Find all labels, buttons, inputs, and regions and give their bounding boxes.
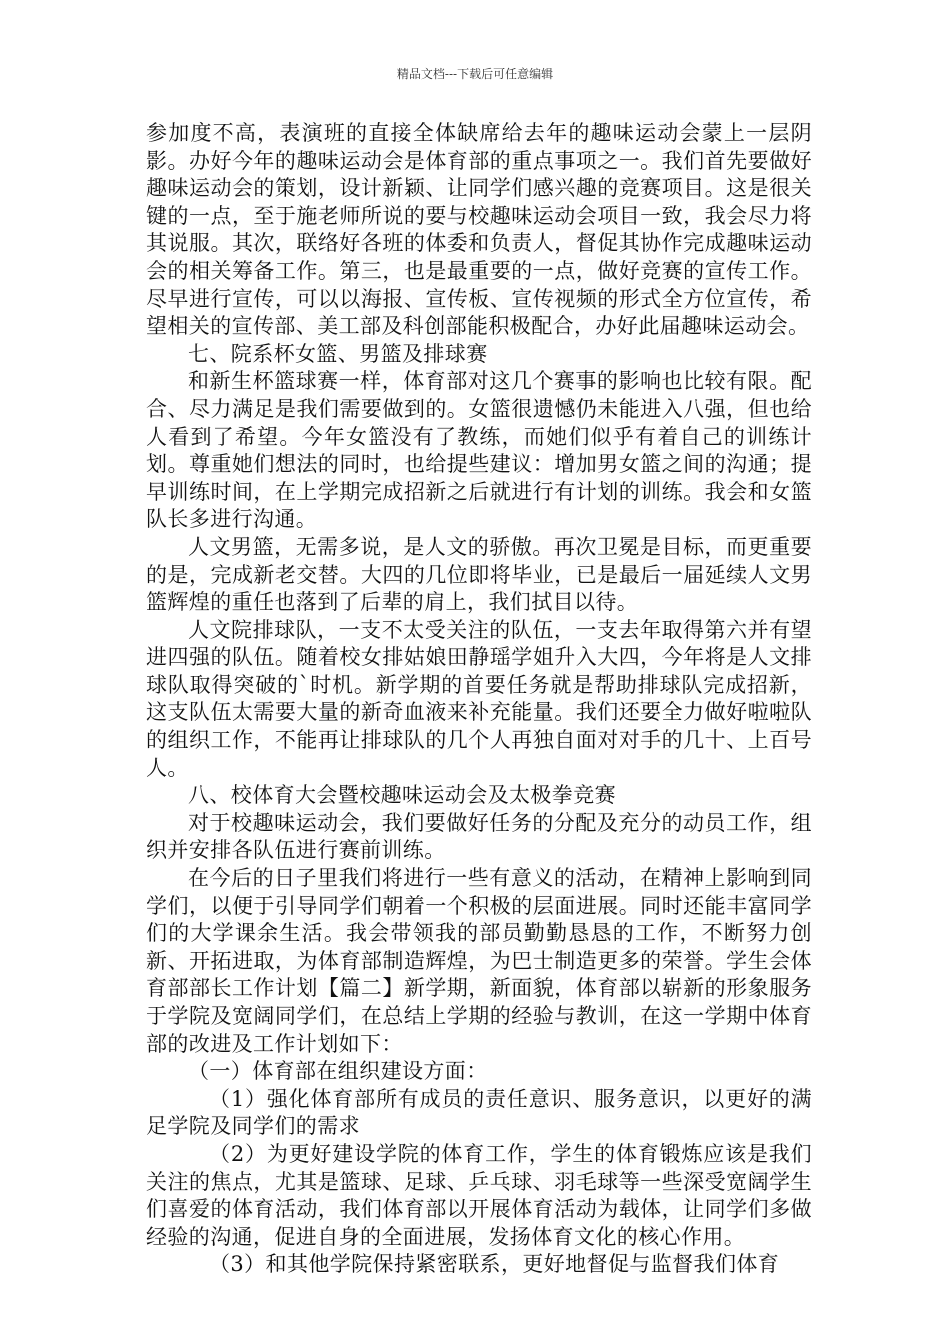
paragraph: 对于校趣味运动会，我们要做好任务的分配及充分的动员工作，组织并安排各队伍进行赛前训练。 (146, 810, 812, 863)
paragraph: 人文男篮，无需多说，是人文的骄傲。再次卫冕是目标，而更重要的是，完成新老交替。大四的几位即将毕业，已是最后一届延续人文男篮辉煌的重任也落到了后辈的肩上，我们拭目以待。 (146, 534, 812, 615)
page-header: 精品文档---下载后可任意编辑 (396, 67, 554, 81)
list-item: （3）和其他学院保持紧密联系，更好地督促与监督我们体育 (209, 1252, 780, 1277)
section-heading: 八、校体育大会暨校趣味运动会及太极拳竞赛 (188, 783, 616, 808)
section-heading: 七、院系杯女篮、男篮及排球赛 (188, 341, 488, 366)
list-item: （2）为更好建设学院的体育工作，学生的体育锻炼应该是我们关注的焦点，尤其是篮球、足球、乒乓球、羽毛球等一些深受宽阔学生们喜爱的体育活动，我们体育部以开展体育活动为载体，让同学们多做经验的沟通，促进自身的全面进展，发扬体育文化的核心作用。 (146, 1141, 812, 1249)
paragraph: 参加度不高，表演班的直接全体缺席给去年的趣味运动会蒙上一层阴影。办好今年的趣味运动会是体育部的重点事项之一。我们首先要做好趣味运动会的策划，设计新颖、让同学们感兴趣的竞赛项目。这是很关键的一点，至于施老师所说的要与校趣味运动会项目一致，我会尽力将其说服。其次，联络好各班的体委和负责人，督促其协作完成趣味运动会的相关筹备工作。第三，也是最重要的一点，做好竞赛的宣传工作。尽早进行宣传，可以以海报、宣传板、宣传视频的形式全方位宣传，希望相关的宣传部、美工部及科创部能积极配合，办好此届趣味运动会。 (146, 121, 812, 339)
paragraph: 在今后的日子里我们将进行一些有意义的活动，在精神上影响到同学们，以便于引导同学们朝着一个积极的层面进展。同时还能丰富同学们的大学课余生活。我会带领我的部员勤勤恳恳的工作，不断努力创新、开拓进取，为体育部制造辉煌，为巴士制造更多的荣誉。学生会体育部部长工作计划【篇二】新学期，新面貌，体育部以崭新的形象服务于学院及宽阔同学们，在总结上学期的经验与教训，在这一学期中体育部的改进及工作计划如下： (146, 866, 812, 1056)
list-item: （1）强化体育部所有成员的责任意识、服务意识，以更好的满足学院及同学们的需求 (146, 1086, 812, 1139)
document-body (146, 120, 812, 1279)
paragraph: 人文院排球队，一支不太受关注的队伍，一支去年取得第六并有望进四强的队伍。随着校女排姑娘田静瑶学姐升入大四，今年将是人文排球队取得突破的`时机。新学期的首要任务就是帮助排球队完成招新，这支队伍太需要大量的新奇血液来补充能量。我们还要全力做好啦啦队的组织工作，不能再让排球队的几个人再独自面对对手的几十、上百号人。 (146, 617, 812, 780)
subsection-heading: （一）体育部在组织建设方面： (188, 1059, 488, 1084)
paragraph: 和新生杯篮球赛一样，体育部对这几个赛事的影响也比较有限。配合、尽力满足是我们需要做到的。女篮很遗憾仍未能进入八强，但也给人看到了希望。今年女篮没有了教练，而她们似乎有着自己的训练计划。尊重她们想法的同时，也给提些建议：增加男女篮之间的沟通；提早训练时间，在上学期完成招新之后就进行有计划的训练。我会和女篮队长多进行沟通。 (146, 369, 812, 532)
